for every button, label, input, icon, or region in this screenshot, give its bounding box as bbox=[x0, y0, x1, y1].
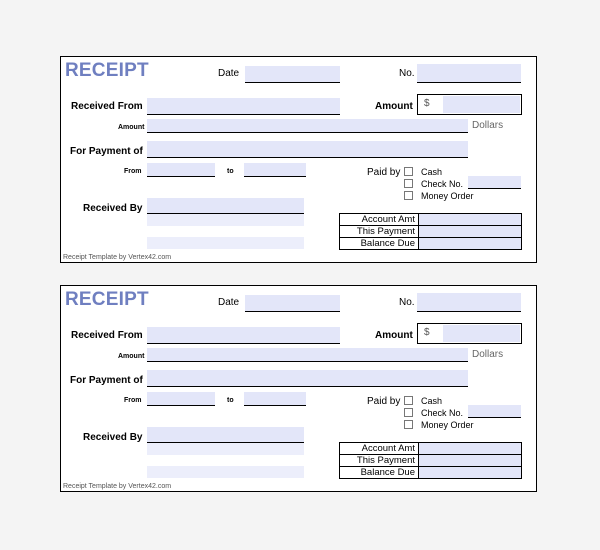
amount-words-field[interactable] bbox=[147, 348, 468, 362]
amount-words-field[interactable] bbox=[147, 119, 468, 133]
to-label: to bbox=[227, 168, 234, 175]
date-label: Date bbox=[218, 297, 240, 308]
check-no-label: Check No. bbox=[421, 179, 464, 189]
check-number-field[interactable] bbox=[468, 176, 521, 189]
table-row bbox=[340, 443, 522, 455]
table-row bbox=[340, 214, 522, 226]
table-row bbox=[340, 455, 522, 467]
for-payment-field[interactable] bbox=[147, 141, 468, 158]
money-order-checkbox[interactable] bbox=[404, 191, 413, 200]
account-amt-label: Account Amt bbox=[340, 443, 419, 455]
received-by-field[interactable] bbox=[147, 427, 304, 443]
received-by-line-2[interactable] bbox=[147, 214, 304, 226]
table-row bbox=[340, 226, 522, 238]
dollars-label: Dollars bbox=[472, 120, 504, 131]
from-date-field[interactable] bbox=[147, 163, 215, 177]
cash-checkbox[interactable] bbox=[404, 396, 413, 405]
for-payment-label: For Payment of bbox=[70, 146, 143, 157]
table-row bbox=[340, 467, 522, 479]
amount-words-label: Amount bbox=[118, 353, 145, 360]
to-label: to bbox=[227, 397, 234, 404]
balance-due-label: Balance Due bbox=[340, 238, 419, 250]
cash-label: Cash bbox=[421, 167, 443, 177]
amount-words-label: Amount bbox=[118, 124, 145, 131]
cash-label: Cash bbox=[421, 396, 443, 406]
received-by-line-3[interactable] bbox=[147, 466, 304, 478]
from-label: From bbox=[124, 397, 142, 404]
check-number-field[interactable] bbox=[468, 405, 521, 418]
receipt-form bbox=[60, 285, 537, 492]
date-label: Date bbox=[218, 68, 240, 79]
this-payment-label: This Payment bbox=[340, 455, 419, 467]
balance-table bbox=[339, 442, 522, 479]
receipt-title: RECEIPT bbox=[65, 289, 149, 310]
dollar-sign: $ bbox=[424, 327, 430, 338]
cash-checkbox[interactable] bbox=[404, 167, 413, 176]
for-payment-field[interactable] bbox=[147, 370, 468, 387]
received-by-field[interactable] bbox=[147, 198, 304, 214]
balance-due-field[interactable] bbox=[419, 467, 522, 479]
to-date-field[interactable] bbox=[244, 392, 306, 406]
paid-by-label: Paid by bbox=[367, 396, 401, 407]
balance-due-field[interactable] bbox=[419, 238, 522, 250]
dollars-label: Dollars bbox=[472, 349, 504, 360]
table-row bbox=[340, 238, 522, 250]
money-order-checkbox[interactable] bbox=[404, 420, 413, 429]
check-checkbox[interactable] bbox=[404, 408, 413, 417]
dollar-sign: $ bbox=[424, 98, 430, 109]
receipt-number-label: No. bbox=[399, 297, 415, 308]
balance-table bbox=[339, 213, 522, 250]
received-by-line-3[interactable] bbox=[147, 237, 304, 249]
received-from-field[interactable] bbox=[147, 98, 340, 115]
receipt-form bbox=[60, 56, 537, 263]
receipt-number-field[interactable] bbox=[417, 64, 521, 83]
template-credit: Receipt Template by Vertex42.com bbox=[63, 254, 172, 261]
account-amt-field[interactable] bbox=[419, 214, 522, 226]
amount-label: Amount bbox=[375, 101, 413, 112]
receipt-number-field[interactable] bbox=[417, 293, 521, 312]
this-payment-field[interactable] bbox=[419, 226, 522, 238]
receipt-number-label: No. bbox=[399, 68, 415, 79]
amount-field[interactable] bbox=[417, 323, 522, 344]
money-order-label: Money Order bbox=[421, 191, 474, 201]
account-amt-field[interactable] bbox=[419, 443, 522, 455]
received-by-line-2[interactable] bbox=[147, 443, 304, 455]
from-label: From bbox=[124, 168, 142, 175]
received-from-label: Received From bbox=[71, 330, 143, 341]
account-amt-label: Account Amt bbox=[340, 214, 419, 226]
receipt-title: RECEIPT bbox=[65, 60, 149, 81]
to-date-field[interactable] bbox=[244, 163, 306, 177]
money-order-label: Money Order bbox=[421, 420, 474, 430]
from-date-field[interactable] bbox=[147, 392, 215, 406]
this-payment-field[interactable] bbox=[419, 455, 522, 467]
received-by-label: Received By bbox=[83, 432, 143, 443]
received-by-label: Received By bbox=[83, 203, 143, 214]
received-from-field[interactable] bbox=[147, 327, 340, 344]
this-payment-label: This Payment bbox=[340, 226, 419, 238]
template-credit: Receipt Template by Vertex42.com bbox=[63, 483, 172, 490]
amount-field[interactable] bbox=[417, 94, 522, 115]
received-from-label: Received From bbox=[71, 101, 143, 112]
check-no-label: Check No. bbox=[421, 408, 464, 418]
for-payment-label: For Payment of bbox=[70, 375, 143, 386]
date-field[interactable] bbox=[245, 295, 340, 312]
paid-by-label: Paid by bbox=[367, 167, 401, 178]
check-checkbox[interactable] bbox=[404, 179, 413, 188]
balance-due-label: Balance Due bbox=[340, 467, 419, 479]
date-field[interactable] bbox=[245, 66, 340, 83]
amount-label: Amount bbox=[375, 330, 413, 341]
